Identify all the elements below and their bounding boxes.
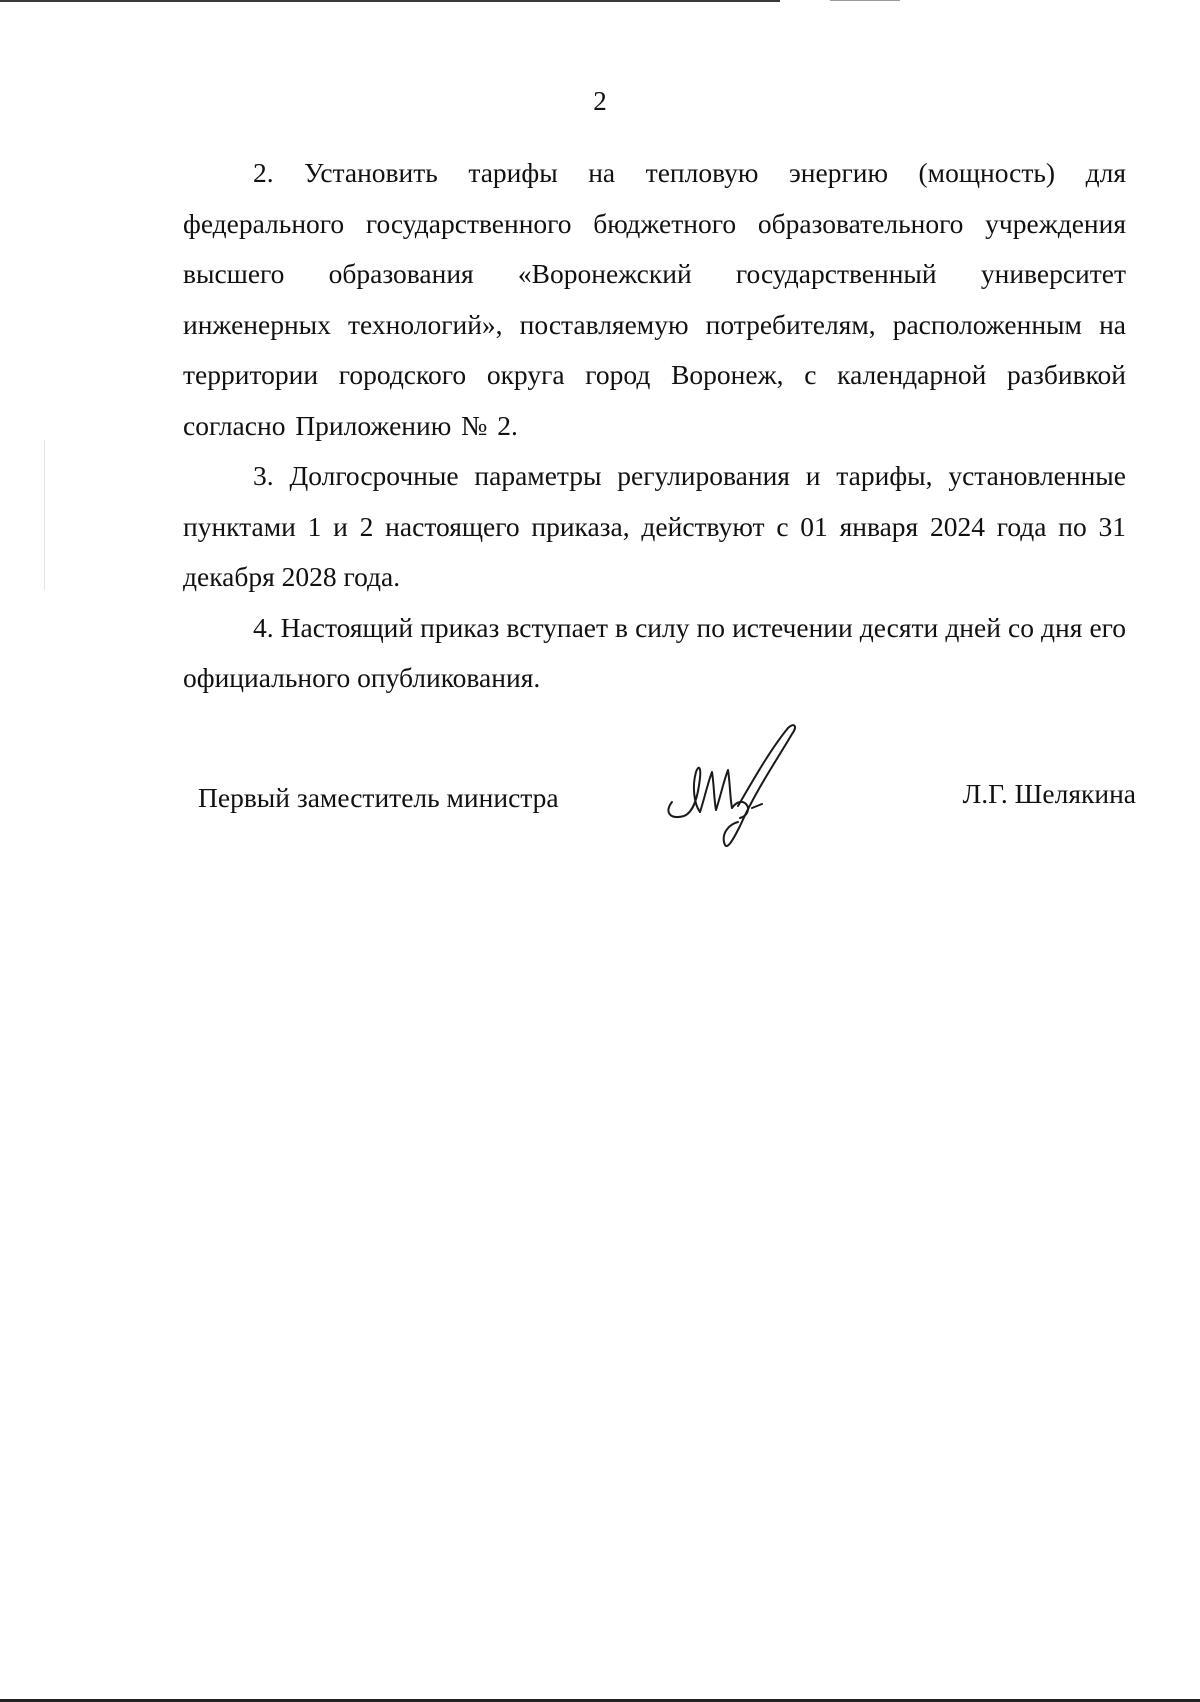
paragraph-item-2: 2. Установить тарифы на тепловую энергию (мощность) для федерального государственного бюджетного образовательного учреждения высшего образования «Воронежский государственный университет инженерных технологий», поставляемую потребителям, расположенным на территории городского округа город Воронеж, с календарной разбивкой согласно Приложению № 2. <box>183 157 1126 441</box>
page-number: 2 <box>593 86 607 116</box>
handwritten-signature-icon <box>660 720 830 865</box>
document-body <box>183 148 1126 704</box>
scan-margin-mark <box>44 440 45 590</box>
scan-border-top-fragment <box>830 0 900 1</box>
scan-border-top <box>0 0 780 2</box>
paragraph-item-4: 4. Настоящий приказ вступает в силу по истечении десяти дней со дня его официального опубликования. <box>183 611 1126 693</box>
signer-title: Первый заместитель министра <box>198 782 559 813</box>
paragraph-item-3: 3. Долгосрочные параметры регулирования и тарифы, установленные пунктами 1 и 2 настоящего приказа, действуют с 01 января 2024 года по 31 декабря 2028 года. <box>183 460 1126 592</box>
signer-name: Л.Г. Шелякина <box>962 778 1136 809</box>
